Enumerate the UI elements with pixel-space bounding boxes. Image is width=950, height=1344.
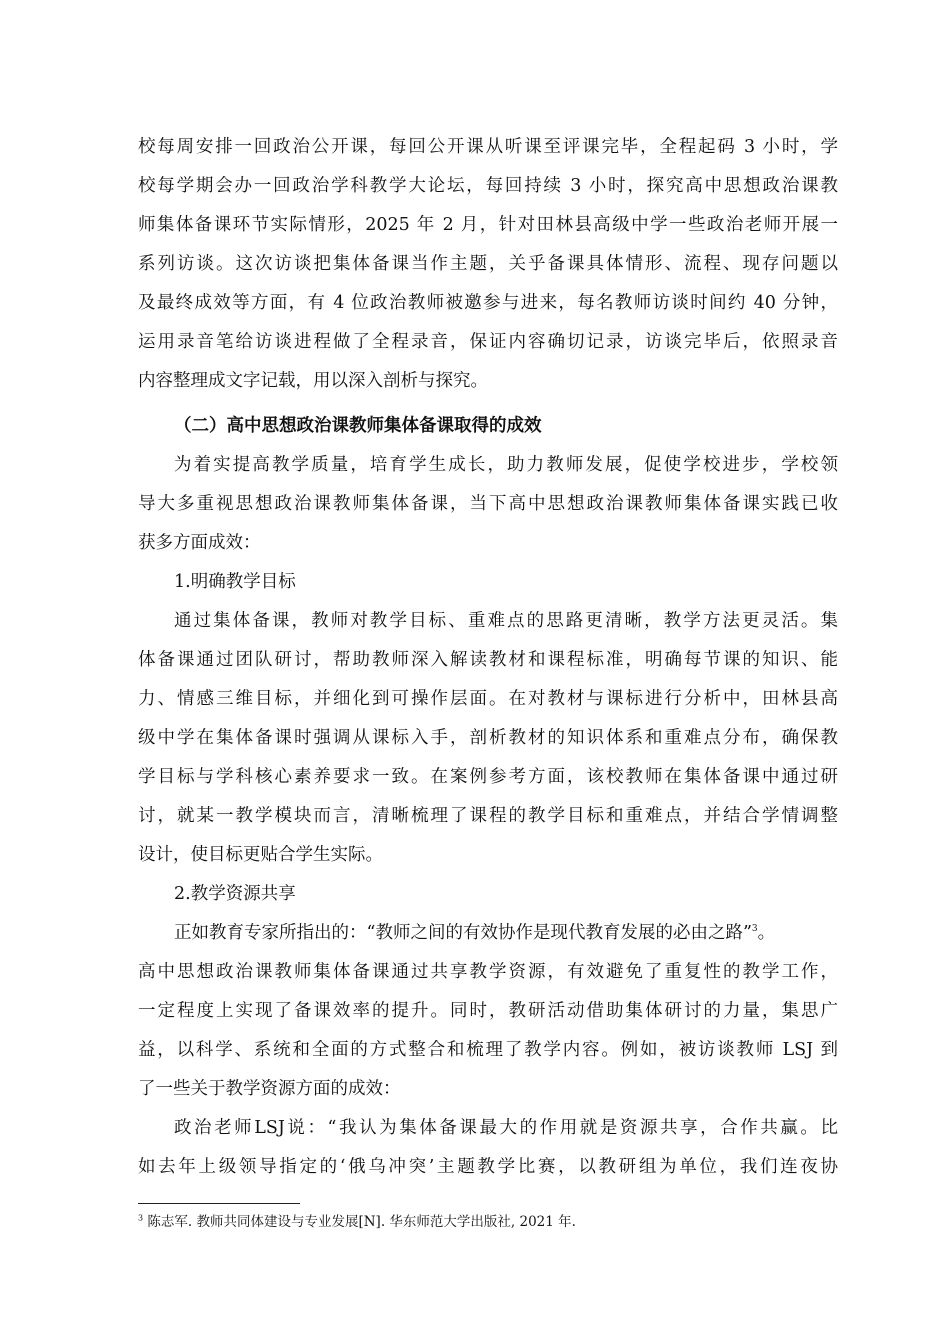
text-line: 系列访谈。这次访谈把集体备课当作主题，关乎备课具体情形、流程、现存问题以 [138, 254, 838, 274]
paragraph-resource-sharing [138, 914, 838, 1109]
body-text [138, 128, 838, 1187]
text-line: 讨，就某一教学模块而言，清晰梳理了课程的教学目标和重难点，并结合学情调整 [138, 806, 838, 826]
footnote-reference[interactable]: 3 [751, 924, 758, 935]
text-line: 体备课通过团队研讨，帮助教师深入解读教材和课程标准，明确每节课的知识、能 [138, 650, 838, 670]
text-line: 为着实提高教学质量，培育学生成长，助力教师发展，促使学校进步，学校领 [174, 455, 838, 475]
footnote-text: 陈志军. 教师共同体建设与专业发展[N]. 华东师范大学出版社, 2021 年. [143, 1214, 576, 1230]
text-line: 师集体备课环节实际情形，2025 年 2 月，针对田林县高级中学一些政治老师开展一 [138, 215, 838, 235]
text-line: 高中思想政治课教师集体备课通过共享教学资源，有效避免了重复性的教学工作， [138, 962, 838, 982]
text-line: 政治老师LSJ说：“我认为集体备课最大的作用就是资源共享，合作共赢。比 [174, 1118, 838, 1138]
text-line: 益，以科学、系统和全面的方式整合和梳理了教学内容。例如，被访谈教师 LSJ 到 [138, 1040, 838, 1060]
paragraph-teaching-goals [138, 602, 838, 875]
footnote-marker: 3 [138, 1213, 144, 1223]
paragraph-achievements-intro [138, 446, 838, 563]
text-line: 内容整理成文字记载，用以深入剖析与探究。 [138, 371, 488, 391]
text-line: 校每学期会办一回政治学科教学大论坛，每回持续 3 小时，探究高中思想政治课教 [138, 176, 838, 196]
quote-text: 正如教育专家所指出的：“教师之间的有效协作是现代教育发展的必由之路” [174, 923, 752, 943]
paragraph-teacher-quote [138, 1109, 838, 1187]
paragraph-interview-method [138, 128, 838, 401]
text-line: 了一些关于教学资源方面的成效： [138, 1079, 401, 1099]
text-line: 及最终成效等方面，有 4 位政治教师被邀参与进来，每名教师访谈时间约 40 分钟， [138, 293, 838, 313]
text-line: 设计，使目标更贴合学生实际。 [138, 845, 383, 865]
text-line: 校每周安排一回政治公开课，每回公开课从听课至评课完毕，全程起码 3 小时，学 [138, 137, 838, 157]
text-line: 运用录音笔给访谈进程做了全程录音，保证内容确切记录，访谈完毕后，依照录音 [138, 332, 838, 352]
text-line: 力、情感三维目标，并细化到可操作层面。在对教材与课标进行分析中，田林县高 [138, 689, 838, 709]
text-line: 学目标与学科核心素养要求一致。在案例参考方面，该校教师在集体备课中通过研 [138, 767, 838, 787]
text-line: 获多方面成效： [138, 533, 261, 553]
text-line: 如去年上级领导指定的‘俄乌冲突’主题教学比赛，以教研组为单位，我们连夜协 [138, 1157, 838, 1177]
sentence-end: 。 [757, 923, 776, 943]
footnote-separator [138, 1203, 300, 1204]
text-line [138, 914, 838, 953]
text-line: 通过集体备课，教师对教学目标、重难点的思路更清晰，教学方法更灵活。集 [174, 611, 838, 631]
text-line: 导大多重视思想政治课教师集体备课，当下高中思想政治课教师集体备课实践已收 [138, 494, 838, 514]
subheading-teaching-goals: 1.明确教学目标 [174, 572, 296, 592]
text-line: 级中学在集体备课时强调从课标入手，剖析教材的知识体系和重难点分布，确保教 [138, 728, 838, 748]
section-heading: （二）高中思想政治课教师集体备课取得的成效 [174, 416, 542, 436]
subheading-resource-sharing: 2.教学资源共享 [174, 884, 296, 904]
text-line: 一定程度上实现了备课效率的提升。同时，教研活动借助集体研讨的力量，集思广 [138, 1001, 838, 1021]
footnote [138, 1212, 838, 1232]
